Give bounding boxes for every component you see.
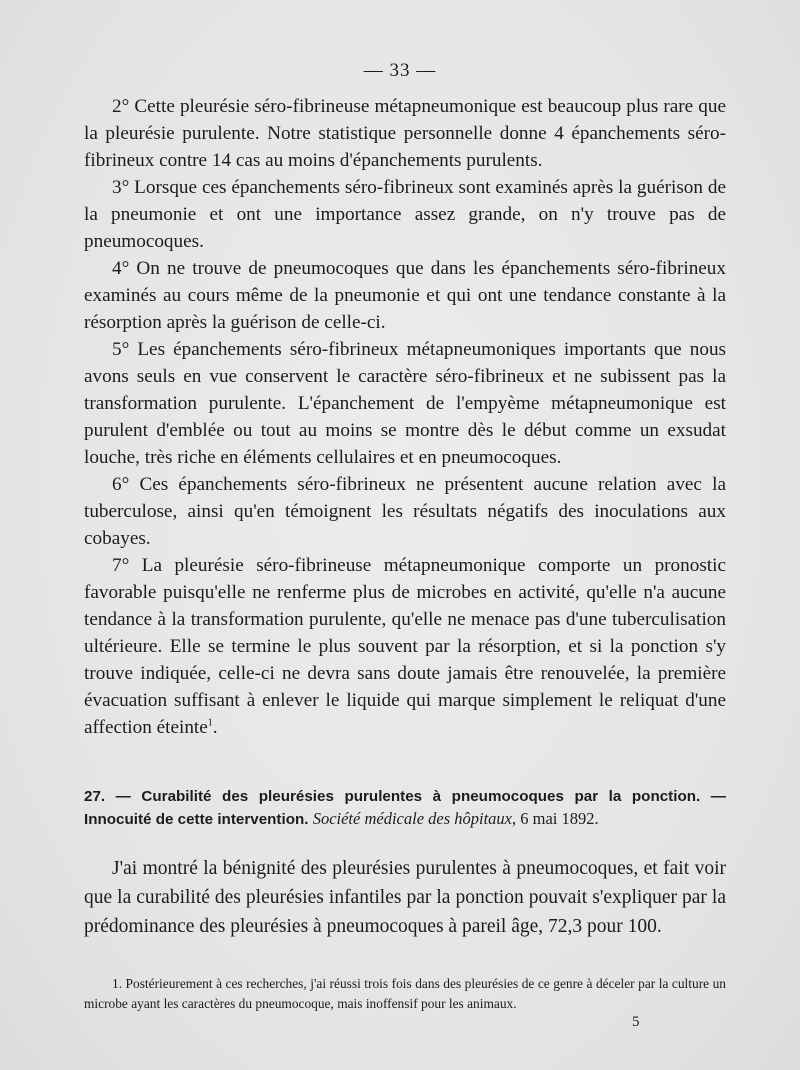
page-number: — 33 — [363,60,437,81]
conclusion-paragraph-6: 6° Ces épanchements séro-fibrineux ne présentent aucune relation avec la tuberculose, ainsi qu'en témoignent les résultats négatifs des inoculations aux cobayes. [84,474,726,549]
conclusion-paragraph-3: 3° Lorsque ces épanchements séro-fibrineux sont examinés après la guérison de la pneumonie et ont une importance assez grande, on n'y trouve pas de pneumocoques. [84,177,726,252]
entry-source-date: , 6 mai 1892. [512,809,599,828]
conclusion-paragraph-2: 2° Cette pleurésie séro-fibrineuse métapneumonique est beaucoup plus rare que la pleurésie purulente. Notre statistique personnelle donne 4 épanchements séro-fibrineux contre 14 cas au moins d'épanchements purulents. [84,96,726,171]
conclusion-paragraph-7: 7° La pleurésie séro-fibrineuse métapneumonique comporte un pronostic favorable puisqu'elle ne renferme plus de microbes en activité, qu'elle n'a aucune tendance à la transformation purulente, qu'elle ne menace pas d'une tuberculisation ultérieure. Elle se termine le plus souvent par la résorption, et si la ponction s'y trouve indiquée, celle-ci ne devra sans doute jamais être renouvelée, la première évacuation suffisant à enlever le liquide qui marque simplement le reliquat d'une affection éteinte$^1$. [84,555,726,738]
entry-title: 27. — Curabilité des pleurésies purulentes à pneumocoques par la ponction. — Innocuité de cette intervention. [84,788,726,828]
footnote-marker: 1 [207,717,213,729]
conclusion-paragraph-5: 5° Les épanchements séro-fibrineux métapneumoniques importants que nous avons seuls en vue conservent le caractère séro-fibrineux et ne subissent pas la transformation purulente. L'épanchement de l'empyème métapneumonique est purulent d'emblée ou tout au moins se montre dès le début comme un exsudat louche, très riche en éléments cellulaires et en pneumocoques. [84,339,726,468]
entry-source-journal: Société médicale des hôpitaux [312,809,513,828]
publication-entry-27 [84,786,726,831]
entry-source [313,809,599,828]
footnote: 1. Postérieurement à ces recherches, j'ai réussi trois fois dans des pleurésies de ce genre à déceler par la culture un microbe ayant les caractères du pneumocoque, mais inoffensif pour les animaux. [84,976,726,1011]
conclusions-list [84,93,726,741]
conclusion-paragraph-7-text: 7° La pleurésie séro-fibrineuse métapneumonique comporte un pronostic favorable puisqu'elle ne renferme plus de microbes en activité, qu'elle n'a aucune tendance à la transformation purulente, qu'elle ne menace pas d'une tuberculisation ultérieure. Elle se termine le plus souvent par la résorption, et si la ponction s'y trouve indiquée, celle-ci ne devra sans doute jamais être renouvelée, la première évacuation suffisant à enlever le liquide qui marque simplement le reliquat d'une affection éteinte [84,555,726,738]
entry-summary [84,854,726,941]
signature-mark: 5 [632,1014,640,1030]
conclusion-paragraph-4: 4° On ne trouve de pneumocoques que dans les épanchements séro-fibrineux examinés au cours même de la pneumonie et qui ont une tendance constante à la résorption après la guérison de celle-ci. [84,258,726,333]
summary-paragraph: J'ai montré la bénignité des pleurésies purulentes à pneumocoques, et fait voir que la curabilité des pleurésies infantiles par la ponction pouvait s'expliquer par la prédominance des pleurésies à pneumocoques à pareil âge, 72,3 pour 100. [84,858,726,937]
